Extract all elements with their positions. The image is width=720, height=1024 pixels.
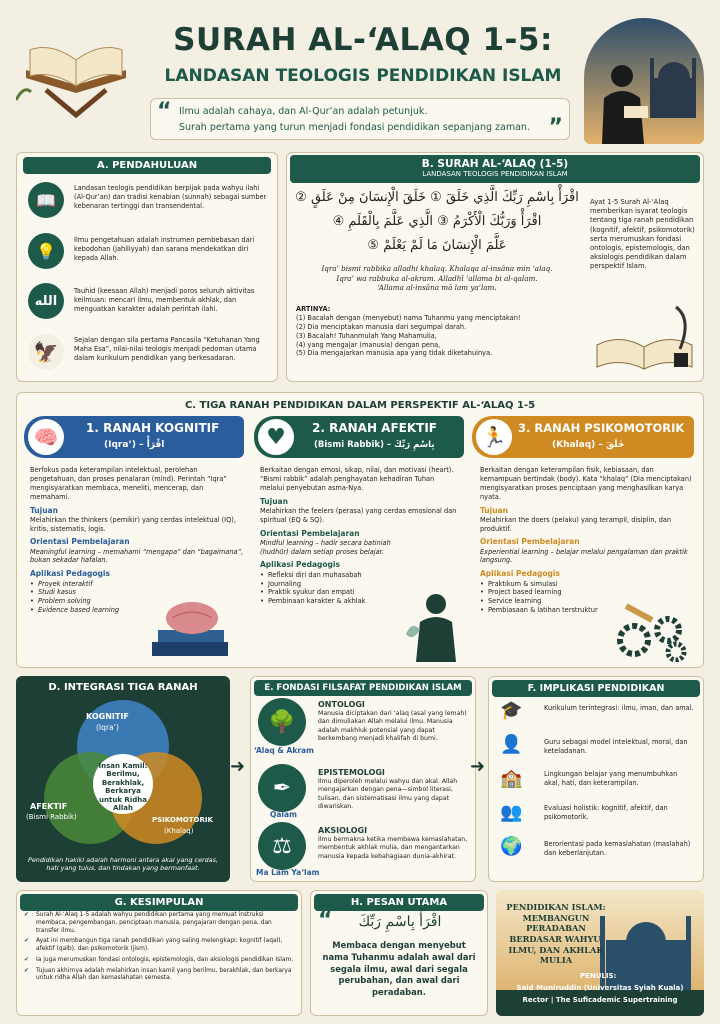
mosque-reader-illustration bbox=[584, 18, 704, 144]
f-item-5: Berorientasi pada kemaslahatan (maslahah) dan keberlanjutan. bbox=[544, 840, 691, 857]
garuda-icon: 🦅 bbox=[28, 334, 64, 370]
afektif-header bbox=[254, 416, 464, 458]
artinya-line: (3) Bacalah! Tuhanmulah Yang Mahamulia, bbox=[296, 331, 437, 340]
afektif-body bbox=[260, 466, 460, 606]
aksiologi-title: AKSIOLOGI bbox=[318, 826, 368, 835]
artinya-line: (1) Bacalah dengan (menyebut) nama Tuhanmu yang menciptakan! bbox=[296, 313, 521, 322]
kognitif-tujuan: Melahirkan the thinkers (pemikir) yang cerdas intelektual (IQ), kritis, sistematis, logis. bbox=[30, 515, 236, 533]
section-d-title: D. INTEGRASI TIGA RANAH bbox=[48, 682, 198, 693]
psikomotorik-body bbox=[480, 466, 694, 615]
quote-line-1: Ilmu adalah cahaya, dan Al-Qur’an adalah petunjuk. bbox=[179, 106, 428, 117]
a-item-1: Landasan teologis pendidikan berpijak pada wahyu ilahi (Al-Qur’an) dan tradisi kenabian (sunnah) sebagai sumber kebenaran tertinggi dan transendental. bbox=[74, 184, 267, 210]
psikomotorik-orient: Experiential learning – belajar melalui pengalaman dan praktik langsung. bbox=[480, 547, 688, 565]
school-building-icon: 🏫 bbox=[500, 768, 523, 789]
psikomotorik-aplik-label: Aplikasi Pedagogis bbox=[480, 569, 560, 579]
list-item: • Refleksi diri dan muhasabah bbox=[260, 571, 460, 580]
heart-icon: ♥ bbox=[256, 417, 296, 457]
section-g-title: G. KESIMPULAN bbox=[20, 894, 298, 911]
kognitif-aplik-label: Aplikasi Pedagogis bbox=[30, 569, 110, 579]
g-list bbox=[24, 912, 296, 983]
f-item-4: Evaluasi holistik: kognitif, afektif, dan psikomotorik. bbox=[544, 804, 668, 821]
a-item-3: Tauhid (keesaan Allah) menjadi poros seluruh aktivitas keilmuan: mencari ilmu, membentuk akhlak, dan menguatkan karakter adalah perintah ilahi. bbox=[74, 287, 255, 313]
list-item: • Service learning bbox=[480, 597, 694, 606]
afektif-orient-label: Orientasi Pembelajaran bbox=[260, 528, 360, 538]
venn-kognitif-label: KOGNITIF bbox=[86, 712, 129, 721]
afektif-orient: Mindful learning – hadir secara batiniah (hudhūr) dalam setiap proses belajar. bbox=[260, 538, 391, 556]
section-a-title: A. PENDAHULUAN bbox=[23, 157, 271, 174]
people-group-icon: 👥 bbox=[500, 802, 523, 823]
artinya-label: ARTINYA: bbox=[296, 305, 331, 313]
g-item-4: Tujuan akhirnya adalah melahirkan insan kamil yang berilmu, berakhlak, dan berkarya untuk ridha Allah dan kemaslahatan semesta. bbox=[36, 967, 292, 982]
kognitif-desc: Berfokus pada keterampilan intelektual, perolehan pengetahuan, dan proses penalaran (mind). Perintah “Iqra” mengisyaratkan membaca, meneliti, mencerap, dan memahami. bbox=[30, 466, 227, 501]
kognitif-tujuan-label: Tujuan bbox=[30, 505, 58, 515]
venn-kognitif-sub: (Iqra’) bbox=[96, 723, 119, 732]
kognitif-header bbox=[24, 416, 244, 458]
arrow-right-icon: ➜ bbox=[230, 756, 246, 777]
artinya-line: (2) Dia menciptakan manusia dari segumpal darah. bbox=[296, 322, 467, 331]
venn-afektif-label: AFEKTIF bbox=[30, 802, 68, 811]
page-subtitle: LANDASAN TEOLOGIS PENDIDIKAN ISLAM bbox=[164, 66, 562, 86]
epistemologi-title: EPISTEMOLOGI bbox=[318, 768, 385, 777]
g-item-2: Ayat ini membangun tiga ranah pendidikan yang saling melengkapi: kognitif (aqal), afektif (qalb), dan psikomotorik (jism). bbox=[36, 938, 283, 953]
globe-icon: 🌍 bbox=[500, 836, 523, 857]
quill-icon: ✒ bbox=[258, 764, 306, 812]
f-item-1: Kurikulum terintegrasi: ilmu, iman, dan amal. bbox=[544, 704, 694, 712]
kognitif-sub: (Iqra’) – اقْرَأْ bbox=[104, 440, 165, 450]
list-item: • Praktik syukur dan empati bbox=[260, 588, 460, 597]
check-icon: ✔ bbox=[24, 956, 29, 963]
kognitif-title: 1. RANAH KOGNITIF bbox=[86, 421, 220, 435]
teacher-icon: 👤 bbox=[500, 734, 523, 755]
h-text: Membaca dengan menyebut nama Tuhanmu adalah awal dari segala ilmu, awal dari segala perubahan, dan awal dari peradaban. bbox=[322, 940, 476, 998]
ontologi-text: Manusia diciptakan dari ‘alaq (asal yang lemah) dan dimuliakan Allah melalui ilmu. Manusia adalah makhluk potensial yang dapat berkembang menjadi khalifah di bumi. bbox=[318, 710, 467, 743]
afektif-sub: (Bismi Rabbik) – بِاسْمِ رَبِّكَ bbox=[314, 440, 435, 450]
venn-afektif-sub: (Bismi Rabbik) bbox=[26, 813, 77, 821]
psikomotorik-title: 3. RANAH PSIKOMOTORIK bbox=[518, 421, 685, 435]
section-b-subtitle: LANDASAN TEOLOGIS PENDIDIKAN ISLAM bbox=[422, 170, 568, 178]
epistemologi-label: Qalam bbox=[270, 810, 297, 819]
f-item-3: Lingkungan belajar yang menumbuhkan akal, hati, dan keterampilan. bbox=[544, 770, 678, 787]
psikomotorik-sub: (Khalaq) – خَلَقَ bbox=[552, 440, 625, 450]
section-h-title: H. PESAN UTAMA bbox=[314, 894, 484, 911]
section-c-title: C. TIGA RANAH PENDIDIKAN DALAM PERSPEKTIF AL-‘ALAQ 1-5 bbox=[184, 400, 536, 411]
h-arabic: اقْرَأْ بِاسْمِ رَبِّكَ bbox=[358, 914, 442, 930]
afektif-desc: Berkaitan dengan emosi, sikap, nilai, dan motivasi (heart). “Bismi rabbik” adalah penghayatan kehadiran Tuhan melalui penyebutan asma-Nya. bbox=[260, 466, 454, 492]
g-item-3: Ia juga merumuskan fondasi ontologis, epistemologis, dan aksiologis pendidikan Islam. bbox=[36, 956, 294, 963]
list-item: • Journaling bbox=[260, 580, 460, 589]
check-icon: ✔ bbox=[24, 938, 29, 945]
scales-icon: ⚖ bbox=[258, 822, 306, 870]
praying-person-illustration bbox=[400, 590, 464, 662]
psikomotorik-desc: Berkaitan dengan keterampilan fisik, kebiasaan, dan kemampuan bertindak (body). Kata “khalaq” (Dia menciptakan) mengisyaratkan proses penciptaan yang menghasilkan karya nyata. bbox=[480, 466, 692, 501]
ontologi-title: ONTOLOGI bbox=[318, 700, 365, 709]
psikomotorik-header bbox=[472, 416, 694, 458]
g-item-1: Surah Al-‘Alaq 1-5 adalah wahyu pendidikan pertama yang memuat instruksi membaca, pengembangan, penciptaan manusia, pengajaran dengan pena, dan transfer ilmu. bbox=[36, 912, 272, 934]
translit-line: ‘Allama al-insāna mā lam ya‘lam. bbox=[377, 283, 497, 293]
quran-book-illustration bbox=[16, 30, 136, 120]
quote-line-2: Surah pertama yang turun menjadi fondasi pendidikan sepanjang zaman. bbox=[179, 122, 530, 133]
list-item: • Project based learning bbox=[480, 588, 694, 597]
afektif-aplik-label: Aplikasi Pedagogis bbox=[260, 560, 340, 570]
kognitif-orient: Meaningful learning – memahami “mengapa” dan “bagaimana”, bukan sekadar hafalan. bbox=[30, 547, 244, 565]
check-icon: ✔ bbox=[24, 967, 29, 974]
list-item: • Problem solving bbox=[30, 597, 244, 606]
footer-author: Said Muniruddin (Universitas Syiah Kuala) bbox=[516, 984, 684, 992]
kognitif-orient-label: Orientasi Pembelajaran bbox=[30, 537, 130, 547]
a-item-2: Ilmu pengetahuan adalah instrumen pembebasan dari kebodohan (jahiliyyah) dan sarana mendekatkan diri kepada Allah. bbox=[74, 236, 255, 262]
check-icon: ✔ bbox=[24, 912, 29, 918]
afektif-tujuan: Melahirkan the feelers (perasa) yang cerdas emosional dan spiritual (EQ & SQ). bbox=[260, 506, 457, 524]
afektif-tujuan-label: Tujuan bbox=[260, 496, 288, 506]
section-e-title: E. FONDASI FILSAFAT PENDIDIKAN ISLAM bbox=[254, 680, 472, 696]
grad-cap-icon: 🎓 bbox=[500, 700, 523, 721]
venn-center-text: Insan Kamil: Berilmu, Berakhlak, Berkarya untuk Ridha Allah bbox=[98, 762, 148, 812]
f-item-2: Guru sebagai model intelektual, moral, dan keteladanan. bbox=[544, 738, 688, 755]
running-person-icon: 🏃 bbox=[474, 417, 514, 457]
list-item: • Pembiasaan & latihan terstruktur bbox=[480, 606, 694, 615]
lightbulb-icon: 💡 bbox=[28, 233, 64, 269]
venn-psikomotorik-label: PSIKOMOTORIK bbox=[152, 816, 213, 824]
section-b-header bbox=[290, 155, 700, 183]
list-item: • Evidence based learning bbox=[30, 606, 244, 615]
list-item: • Studi kasus bbox=[30, 588, 244, 597]
book-icon: 📖 bbox=[28, 182, 64, 218]
translit-line: Iqra’ wa rabbuka al-akram. Alladhī ‘allama bi al-qalam. bbox=[336, 273, 538, 283]
artinya-line: (5) Dia mengajarkan manusia apa yang tidak diketahuinya. bbox=[296, 349, 493, 358]
brain-books-illustration bbox=[146, 598, 236, 662]
artinya bbox=[296, 305, 582, 358]
transliteration bbox=[292, 264, 582, 293]
ayat-5: عَلَّمَ الْإِنسَانَ مَا لَمْ يَعْلَمْ ⑤ bbox=[367, 238, 507, 253]
list-item: • Proyek interaktif bbox=[30, 580, 244, 589]
allah-calligraphy-icon: الله bbox=[28, 283, 64, 319]
footer-role: Rector | The Suficademic Supertraining bbox=[522, 996, 678, 1004]
footer-title: PENDIDIKAN ISLAM: MEMBANGUN PERADABAN BERDASAR WAHYU, ILMU, DAN AKHLAK MULIA bbox=[506, 902, 606, 966]
open-book-quill-illustration bbox=[592, 305, 698, 375]
section-b-title: B. SURAH AL-‘ALAQ (1-5) bbox=[421, 158, 569, 170]
b-side-note: Ayat 1-5 Surah Al-‘Alaq memberikan isyarat teologis tentang tiga ranah pendidikan (kognitif, afektif, psikomotorik) serta merumuskan fondasi ontologis, epistemologis, dan aksiologis pendidikan dalam perspektif Islam. bbox=[590, 198, 695, 271]
list-item: • Praktikum & simulasi bbox=[480, 580, 694, 589]
psikomotorik-tujuan-label: Tujuan bbox=[480, 505, 508, 515]
kognitif-body bbox=[30, 466, 244, 615]
footer-penulis-label: PENULIS: bbox=[580, 972, 617, 980]
gears-tools-illustration bbox=[612, 600, 696, 662]
a-item-4: Sejalan dengan sila pertama Pancasila “Ketuhanan Yang Maha Esa”, nilai-nilai teologis menjadi pedoman utama dalam kurikulum pendidikan yang berkesadaran. bbox=[74, 336, 260, 362]
page-title: SURAH AL-‘ALAQ 1-5: bbox=[173, 22, 553, 58]
section-f-title: F. IMPLIKASI PENDIDIKAN bbox=[492, 680, 700, 697]
aksiologi-label: Ma Lam Ya‘lam bbox=[256, 868, 320, 877]
psikomotorik-orient-label: Orientasi Pembelajaran bbox=[480, 537, 580, 547]
epistemologi-text: Ilmu diperoleh melalui wahyu dan akal. Allah mengajarkan dengan pena—simbol literasi, tulisan, dan sistematisasi ilmu yang dapat diwariskan. bbox=[318, 778, 458, 811]
aksiologi-text: Ilmu bermakna ketika membawa kemaslahatan, membentuk akhlak mulia, dan mengantarkan manusia kepada kebahagiaan dunia-akhirat. bbox=[318, 836, 468, 860]
list-item: • Pembinaan karakter & akhlak bbox=[260, 597, 460, 606]
psikomotorik-tujuan: Melahirkan the doers (pelaku) yang terampil, disiplin, dan produktif. bbox=[480, 515, 672, 533]
ayat-1-2: اقْرَأْ بِاسْمِ رَبِّكَ الَّذِي خَلَقَ ① خَلَقَ الْإِنسَانَ مِنْ عَلَقٍ ② bbox=[295, 190, 579, 205]
header-quote: “ Ilmu adalah cahaya, dan Al-Qur’an adalah petunjuk. Surah pertama yang turun menjadi fondasi pendidikan sepanjang zaman. ” bbox=[150, 98, 570, 140]
artinya-line: (4) yang mengajar (manusia) dengan pena, bbox=[296, 340, 441, 349]
ayat-3-4: اقْرَأْ وَرَبُّكَ الْأَكْرَمُ ③ الَّذِي عَلَّمَ بِالْقَلَمِ ④ bbox=[332, 214, 542, 229]
translit-line: Iqra’ bismi rabbika alladhi khalaq. Khalaqa al-insāna min ‘alaq. bbox=[321, 264, 553, 273]
ontologi-label: ‘Alaq & Akram bbox=[254, 746, 314, 755]
tree-icon: 🌳 bbox=[258, 698, 306, 746]
brain-icon: 🧠 bbox=[26, 417, 66, 457]
afektif-title: 2. RANAH AFEKTIF bbox=[312, 421, 437, 435]
arrow-right-icon: ➜ bbox=[470, 756, 486, 777]
venn-psikomotorik-sub: (Khalaq) bbox=[164, 827, 194, 835]
d-note: Pendidikan hakiki adalah harmoni antara akal yang cerdas, hati yang tulus, dan tindakan yang bermanfaat. bbox=[28, 856, 218, 873]
